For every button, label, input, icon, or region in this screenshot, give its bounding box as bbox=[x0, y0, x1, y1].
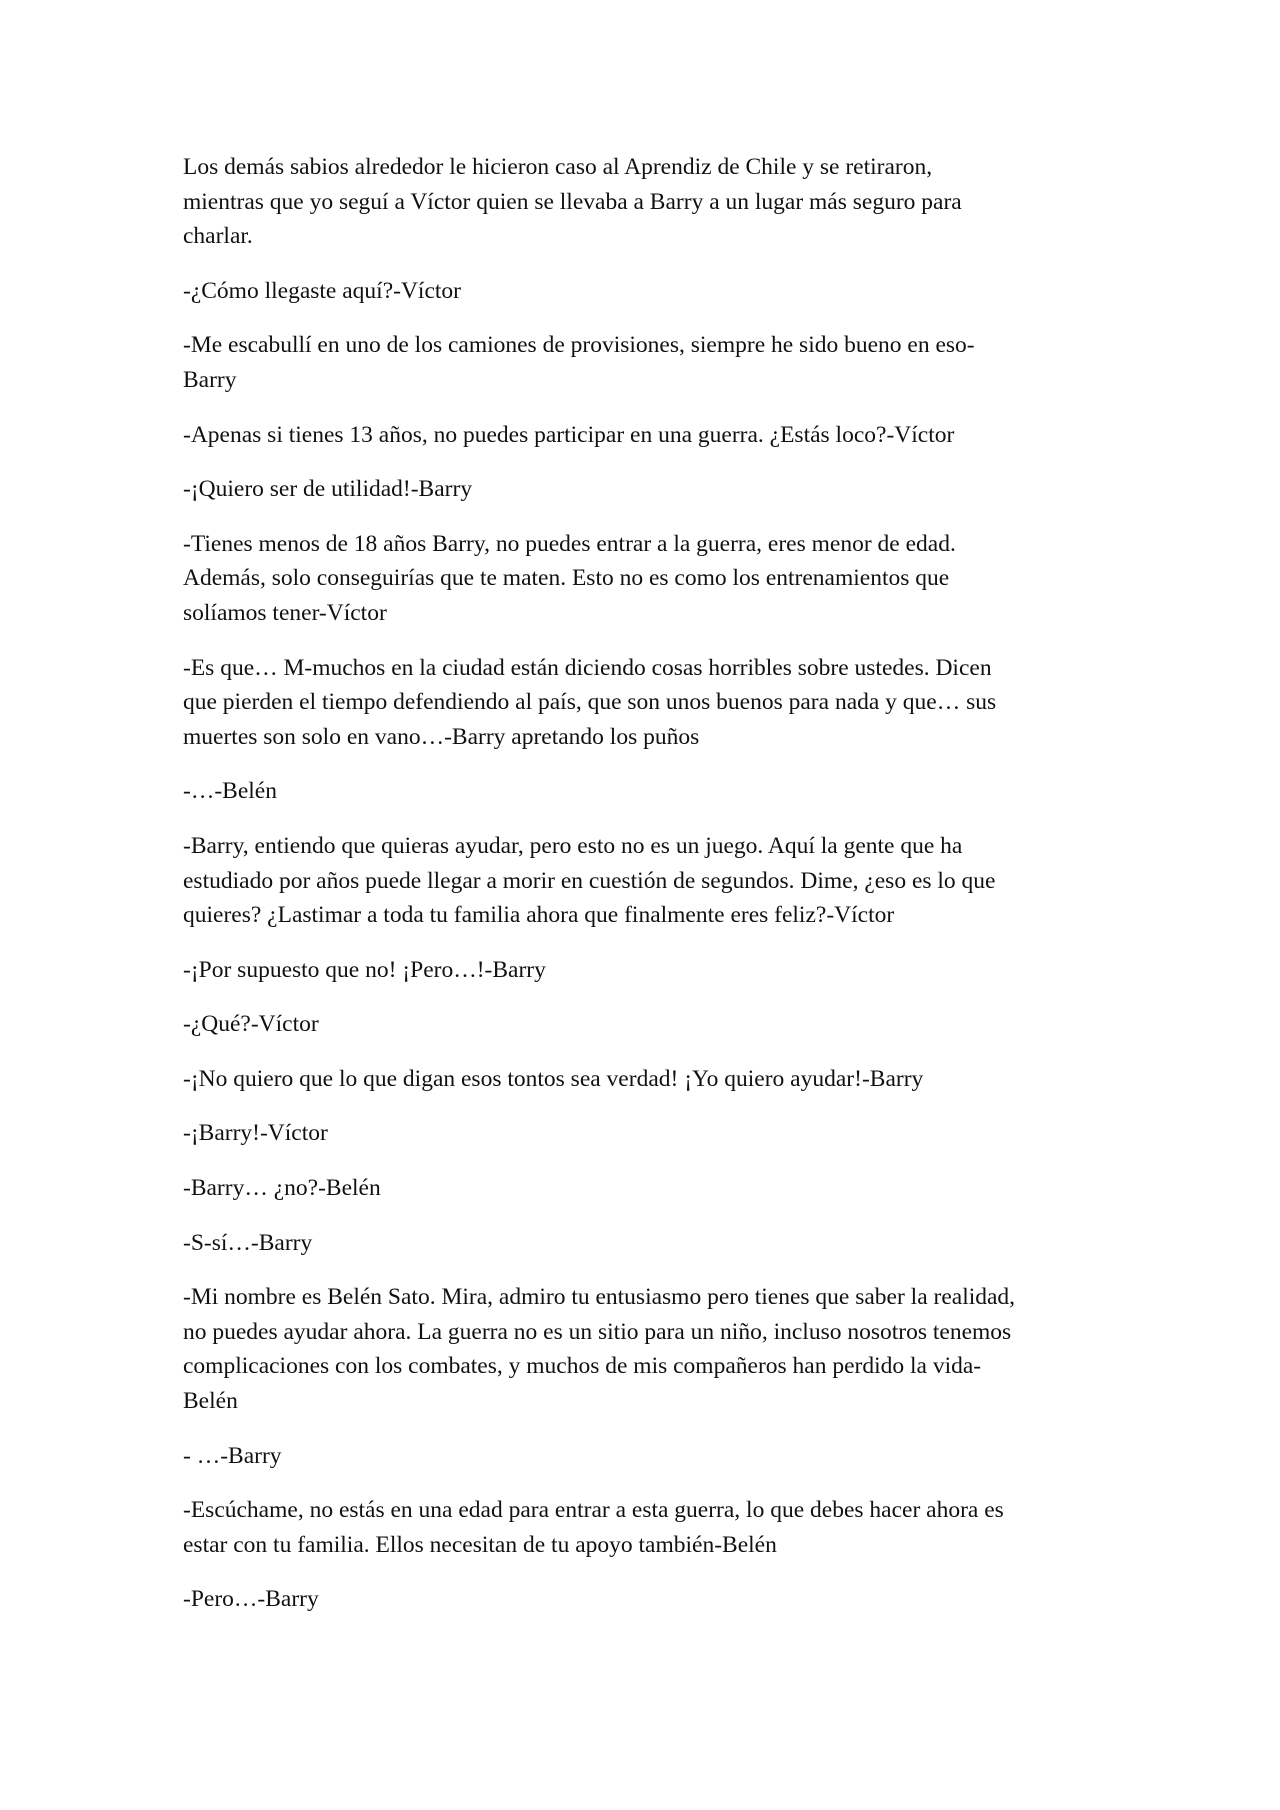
text-line: estudiado por años puede llegar a morir en cuestión de segundos. Dime, ¿eso es lo que bbox=[183, 867, 996, 894]
paragraph bbox=[183, 418, 1113, 453]
paragraph bbox=[183, 1439, 1113, 1474]
text-line: -¡No quiero que lo que digan esos tontos sea verdad! ¡Yo quiero ayudar!-Barry bbox=[183, 1065, 924, 1092]
text-line: -¡Por supuesto que no! ¡Pero…!-Barry bbox=[183, 956, 546, 983]
text-line: -Tienes menos de 18 años Barry, no puedes entrar a la guerra, eres menor de edad. bbox=[183, 530, 956, 557]
text-line: estar con tu familia. Ellos necesitan de tu apoyo también-Belén bbox=[183, 1531, 777, 1558]
text-line: -Barry… ¿no?-Belén bbox=[183, 1175, 381, 1202]
text-line: Los demás sabios alrededor le hicieron caso al Aprendiz de Chile y se retiraron, bbox=[183, 154, 933, 180]
text-line: Barry bbox=[183, 366, 237, 393]
text-line: -Mi nombre es Belén Sato. Mira, admiro tu entusiasmo pero tienes que saber la realidad, bbox=[183, 1284, 1016, 1311]
text-line: mientras que yo seguí a Víctor quien se llevaba a Barry a un lugar más seguro para bbox=[183, 188, 962, 215]
paragraph bbox=[183, 1062, 1113, 1097]
text-line: no puedes ayudar ahora. La guerra no es un sitio para un niño, incluso nosotros tenemos bbox=[183, 1318, 1012, 1345]
text-line: -¡Barry!-Víctor bbox=[183, 1120, 328, 1147]
text-line: -¿Cómo llegaste aquí?-Víctor bbox=[183, 277, 461, 304]
paragraph bbox=[183, 1007, 1113, 1042]
paragraph bbox=[183, 1116, 1113, 1151]
paragraph bbox=[183, 1493, 1113, 1562]
text-line: muertes son solo en vano…-Barry apretando los puños bbox=[183, 723, 700, 750]
paragraph bbox=[183, 1582, 1113, 1617]
text-line: -¿Qué?-Víctor bbox=[183, 1011, 319, 1038]
text-line: complicaciones con los combates, y muchos de mis compañeros han perdido la vida- bbox=[183, 1353, 982, 1380]
text-line: solíamos tener-Víctor bbox=[183, 599, 387, 626]
text-line: -S-sí…-Barry bbox=[183, 1229, 313, 1256]
text-line: -…-Belén bbox=[183, 778, 277, 805]
text-line: -Me escabullí en uno de los camiones de provisiones, siempre he sido bueno en eso- bbox=[183, 332, 975, 359]
text-line: -Pero…-Barry bbox=[183, 1586, 319, 1613]
text-line: -Escúchame, no estás en una edad para entrar a esta guerra, lo que debes hacer ahora es bbox=[183, 1497, 1004, 1524]
text-line: -Es que… M-muchos en la ciudad están diciendo cosas horribles sobre ustedes. Dicen bbox=[183, 654, 992, 681]
document-body bbox=[183, 150, 1113, 1637]
paragraph bbox=[183, 1226, 1113, 1261]
text-line: -Apenas si tienes 13 años, no puedes participar en una guerra. ¿Estás loco?-Víctor bbox=[183, 421, 955, 448]
paragraph bbox=[183, 328, 1113, 397]
text-line: -¡Quiero ser de utilidad!-Barry bbox=[183, 476, 473, 503]
text-line: Además, solo conseguirías que te maten. Esto no es como los entrenamientos que bbox=[183, 565, 950, 592]
paragraph bbox=[183, 829, 1113, 933]
text-line: charlar. bbox=[183, 223, 253, 250]
paragraph bbox=[183, 774, 1113, 809]
text-line: que pierden el tiempo defendiendo al país, que son unos buenos para nada y que… sus bbox=[183, 689, 997, 716]
paragraph bbox=[183, 150, 1113, 254]
paragraph bbox=[183, 472, 1113, 507]
text-line: quieres? ¿Lastimar a toda tu familia ahora que finalmente eres feliz?-Víctor bbox=[183, 902, 895, 929]
text-line: - …-Barry bbox=[183, 1442, 282, 1469]
text-line: Belén bbox=[183, 1388, 238, 1415]
text-line: -Barry, entiendo que quieras ayudar, pero esto no es un juego. Aquí la gente que ha bbox=[183, 832, 963, 859]
paragraph bbox=[183, 1171, 1113, 1206]
paragraph bbox=[183, 274, 1113, 309]
paragraph bbox=[183, 953, 1113, 988]
paragraph bbox=[183, 527, 1113, 631]
paragraph bbox=[183, 651, 1113, 755]
paragraph bbox=[183, 1280, 1113, 1418]
